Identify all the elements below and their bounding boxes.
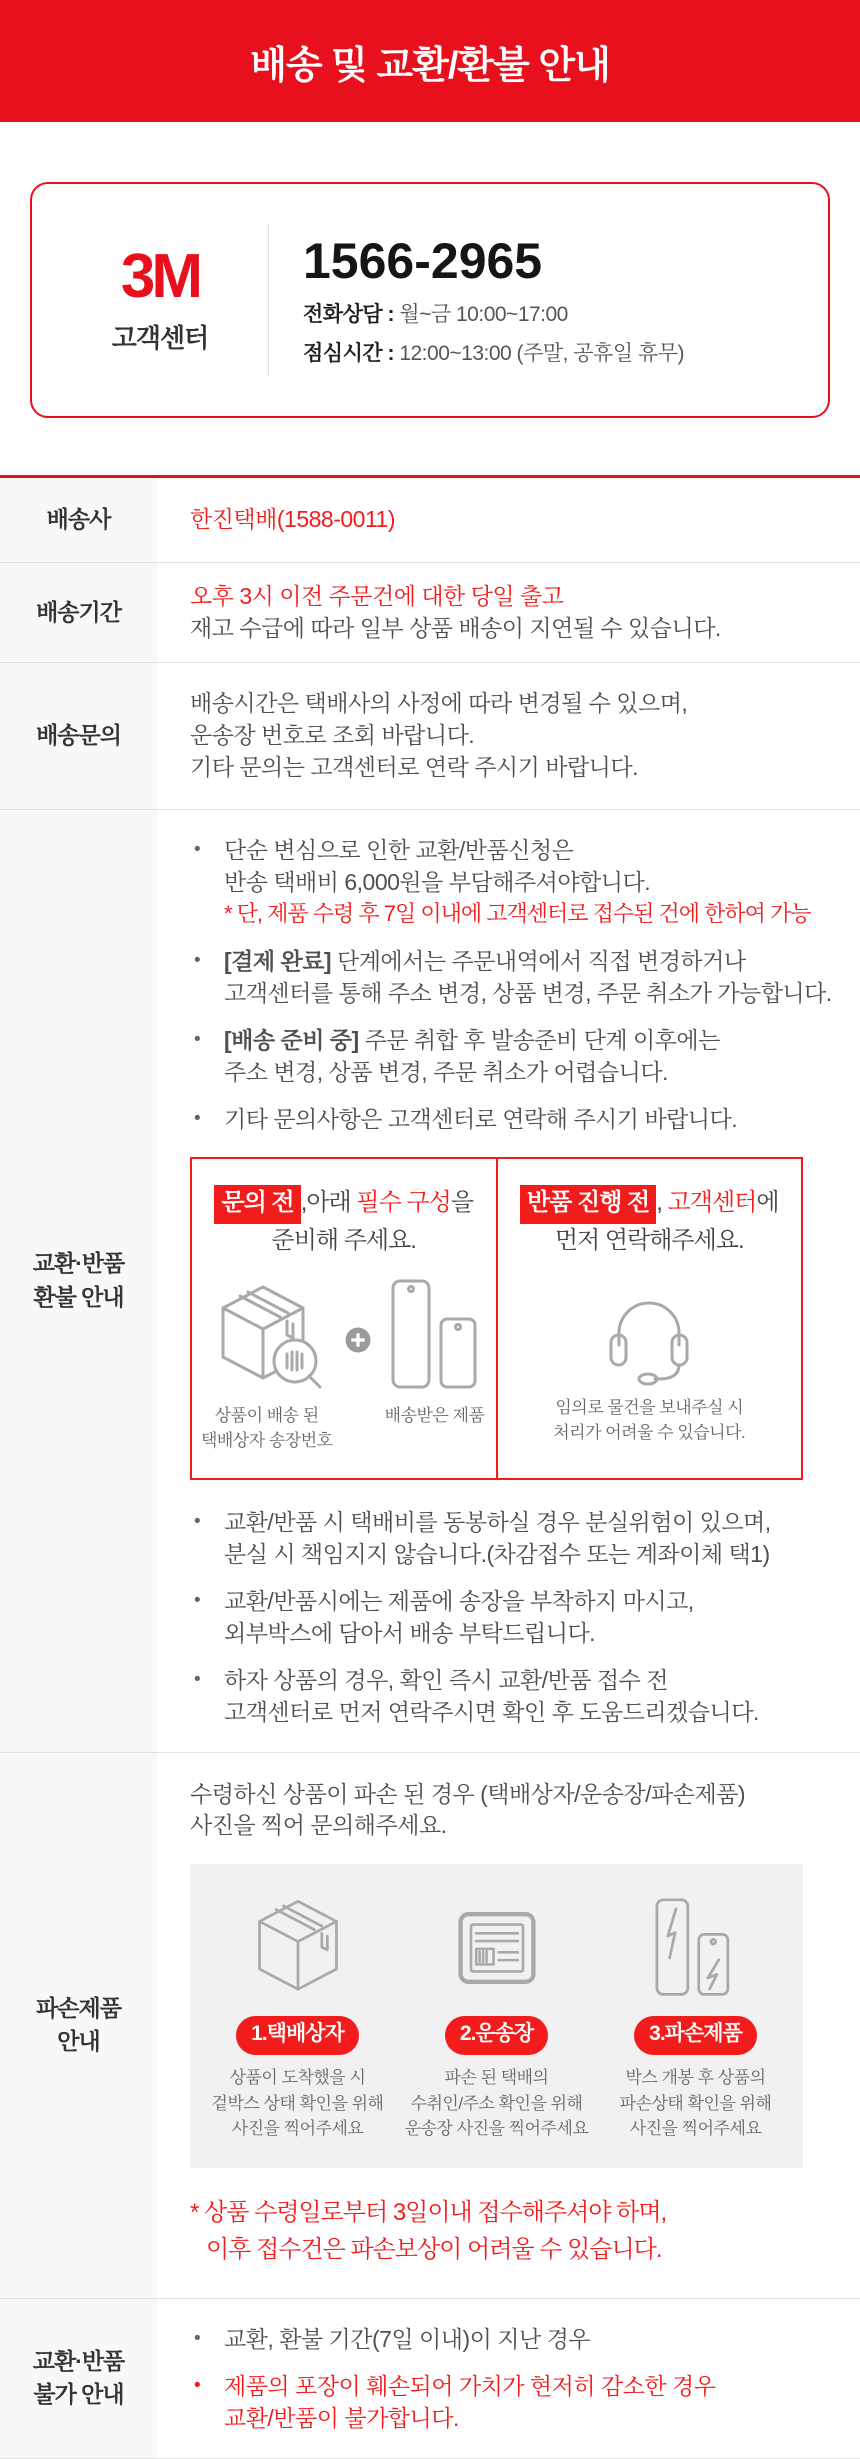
table-row-exchange-refund xyxy=(0,810,860,1753)
phone-hours-value: 월~금 10:00~17:00 xyxy=(399,302,568,326)
bullet-dot: • xyxy=(194,1668,201,1690)
no-exchange-bullet-1 xyxy=(190,2323,840,2355)
bullet-text: 교환, 환불 기간(7일 이내)이 지난 경우 xyxy=(224,2325,591,2352)
customer-center-label: 고객센터 xyxy=(111,322,209,353)
exchange-bullet-3 xyxy=(190,1024,840,1088)
bullet-text: 교환/반품시에는 제품에 송장을 부착하지 마시고, 외부박스에 담아서 배송 부탁드립니다. xyxy=(224,1587,694,1646)
lunch-hours-value: 12:00~13:00 (주말, 공휴일 휴무) xyxy=(399,341,685,365)
row-label-text: 배송문의 xyxy=(36,722,121,749)
headset-icon xyxy=(587,1273,711,1389)
shipping-inquiry-line1: 배송시간은 택배사의 사정에 따라 변경될 수 있으며, xyxy=(190,690,688,717)
row-label-text: 환불 안내 xyxy=(33,1283,124,1310)
row-content-no-exchange xyxy=(157,2299,860,2458)
step-caption: 박스 개봉 후 상품의 파손상태 확인을 위해 사진을 찍어주세요 xyxy=(619,2068,772,2139)
row-label-text: 교환·반품 xyxy=(32,1250,125,1277)
before-return-badge: 반품 진행 전 xyxy=(520,1185,656,1224)
damaged-product-icon xyxy=(646,1894,746,2002)
bullet-text: 기타 문의사항은 고객센터로 연락해 주시기 바랍니다. xyxy=(224,1106,738,1132)
plus-icon xyxy=(343,1325,373,1364)
notice-panel-before-inquiry xyxy=(192,1159,496,1478)
exchange-bullet-4 xyxy=(190,1103,840,1135)
row-content-shipping-inquiry xyxy=(157,663,860,809)
no-exchange-bullet-2 xyxy=(190,2370,840,2434)
exchange-bullet-7 xyxy=(190,1664,840,1728)
received-products-icon xyxy=(383,1277,487,1397)
bullet-dot: • xyxy=(194,2327,201,2349)
row-label-text: 배송사 xyxy=(46,506,111,533)
notice-panel-before-return xyxy=(496,1159,802,1478)
bullet-text: 제품의 포장이 훼손되어 가치가 현저히 감소한 경우 교환/반품이 불가합니다. xyxy=(224,2372,716,2431)
notice-right-icons xyxy=(504,1273,796,1389)
row-label-shipping-company xyxy=(0,478,157,562)
bullet-dot: • xyxy=(194,1108,201,1129)
row-label-text: 배송기간 xyxy=(36,598,121,625)
shipping-inquiry-line2: 운송장 번호로 조회 바랍니다. xyxy=(190,722,475,749)
row-content-exchange-refund xyxy=(157,810,860,1752)
bullet-text: [결제 완료] 단계에서는 주문내역에서 직접 변경하거나 고객센터를 통해 주소 변경, 상품 변경, 주문 취소가 가능합니다. xyxy=(224,948,832,1006)
phone-number: 1566-2965 xyxy=(303,232,543,289)
bullet-dot: • xyxy=(194,950,201,971)
phone-hours xyxy=(303,298,818,328)
bullet-text: [배송 준비 중] 주문 취합 후 발송준비 단계 이후에는 주소 변경, 상품 변경, 주문 취소가 어렵습니다. xyxy=(224,1027,720,1085)
3m-logo: 3M xyxy=(120,241,200,311)
row-label-text: 교환·반품 xyxy=(32,2348,125,2375)
row-content-shipping-period xyxy=(157,563,860,662)
row-label-exchange-refund xyxy=(0,810,157,1752)
row-label-shipping-inquiry xyxy=(0,663,157,809)
contact-block xyxy=(303,234,818,367)
notice-head: 반품 진행 전 , 고객센터에 먼저 연락해주세요. xyxy=(504,1185,796,1259)
row-label-shipping-period xyxy=(0,563,157,662)
brand-block xyxy=(70,241,250,355)
bullet-text: 단순 변심으로 인한 교환/반품신청은 반송 택배비 6,000원을 부담해주셔야합니다. * 단, 제품 수령 후 7일 이내에 고객센터로 접수된 건에 한하여 가능 xyxy=(224,834,810,930)
step-damaged-product xyxy=(596,1894,795,2141)
bullet-text: 교환/반품 시 택배비를 동봉하실 경우 분실위험이 있으며, 분실 시 책임지지 않습니다.(차감접수 또는 계좌이체 택1) xyxy=(224,1508,771,1567)
step-badge: 3.파손제품 xyxy=(634,2016,757,2055)
parcel-box-barcode-icon xyxy=(203,1277,331,1397)
table-row-no-exchange xyxy=(0,2299,860,2459)
row-label-text: 불가 안내 xyxy=(33,2381,124,2408)
seven-day-note: * 단, 제품 수령 후 7일 이내에 고객센터로 접수된 건에 한하여 가능 xyxy=(224,901,811,926)
table-row-damaged-product xyxy=(0,1753,860,2299)
row-label-no-exchange xyxy=(0,2299,157,2458)
vertical-divider xyxy=(268,225,269,375)
notice-head: 문의 전 ,아래 필수 구성을 준비해 주세요. xyxy=(198,1185,490,1259)
parcel-box-icon xyxy=(243,1894,353,2002)
notice-caption-contact: 임의로 물건을 보내주실 시 처리가 어려울 수 있습니다. xyxy=(553,1397,746,1443)
step-caption: 상품이 도착했을 시 겉박스 상태 확인을 위해 사진을 찍어주세요 xyxy=(211,2068,384,2139)
table-row-shipping-inquiry xyxy=(0,663,860,810)
row-label-text: 파손제품 xyxy=(36,1994,121,2021)
step-waybill xyxy=(397,1894,596,2141)
shipping-period-line2: 재고 수급에 따라 일부 상품 배송이 지연될 수 있습니다. xyxy=(190,614,721,641)
exchange-bullet-2 xyxy=(190,945,840,1009)
bullet-dot: • xyxy=(194,2374,201,2396)
page-title: 배송 및 교환/환불 안내 xyxy=(250,44,610,87)
row-content-damaged-product xyxy=(157,1753,860,2298)
bullet-dot: • xyxy=(194,1510,201,1532)
row-label-damaged-product xyxy=(0,1753,157,2298)
bullet-dot: • xyxy=(194,839,201,860)
exchange-bullet-5 xyxy=(190,1506,840,1570)
lunch-hours-label: 점심시간 : xyxy=(303,341,394,365)
step-badge: 2.운송장 xyxy=(445,2016,548,2055)
step-caption: 파손 된 택배의 수취인/주소 확인을 위해 운송장 사진을 찍어주세요 xyxy=(404,2068,589,2139)
page-header xyxy=(0,0,860,122)
lunch-hours xyxy=(303,337,818,367)
row-content-shipping-company xyxy=(157,478,860,562)
notice-caption-product: 배송받은 제품 xyxy=(384,1405,485,1425)
bullet-dot: • xyxy=(194,1029,201,1050)
notice-caption-box: 상품이 배송 된 택배상자 송장번호 xyxy=(200,1405,333,1451)
step-parcel-box xyxy=(198,1894,397,2141)
return-notice-box xyxy=(190,1157,803,1480)
shipping-company-value: 한진택배(1588-0011) xyxy=(190,506,395,533)
before-inquiry-badge: 문의 전 xyxy=(214,1185,300,1224)
table-row-shipping-period xyxy=(0,563,860,663)
info-table xyxy=(0,478,860,2459)
damaged-intro: 수령하신 상품이 파손 된 경우 (택배상자/운송장/파손제품) 사진을 찍어 문의해주세요. xyxy=(190,1780,746,1839)
bullet-text: 하자 상품의 경우, 확인 즉시 교환/반품 접수 전 고객센터로 먼저 연락주시면 확인 후 도움드리겠습니다. xyxy=(224,1666,759,1725)
damage-photo-steps-panel xyxy=(190,1864,803,2167)
exchange-bullet-1 xyxy=(190,834,840,930)
customer-center-card xyxy=(30,182,830,418)
waybill-icon xyxy=(445,1894,549,2002)
exchange-bullet-6 xyxy=(190,1585,840,1649)
notice-left-icons xyxy=(198,1277,490,1454)
bullet-dot: • xyxy=(194,1589,201,1611)
step-badge: 1.택배상자 xyxy=(236,2016,359,2055)
shipping-period-line1: 오후 3시 이전 주문건에 대한 당일 출고 xyxy=(190,582,564,609)
damage-deadline-note: * 상품 수령일로부터 3일이내 접수해주셔야 하며, 이후 접수건은 파손보상이 어려울 수 있습니다. xyxy=(190,2198,667,2263)
shipping-inquiry-line3: 기타 문의는 고객센터로 연락 주시기 바랍니다. xyxy=(190,753,638,780)
row-label-text: 안내 xyxy=(57,2028,100,2055)
table-row-shipping-company xyxy=(0,478,860,563)
phone-hours-label: 전화상담 : xyxy=(303,302,394,326)
